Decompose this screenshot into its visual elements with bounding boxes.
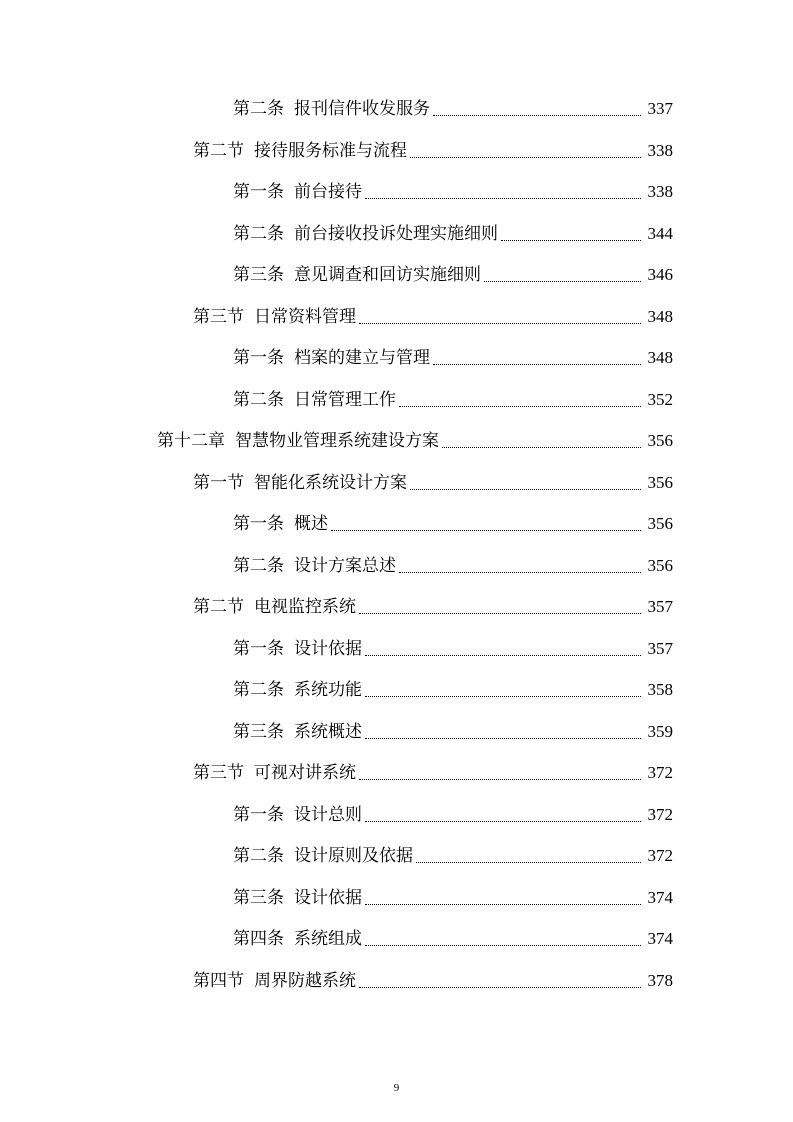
toc-entry-page: 356 xyxy=(647,473,673,492)
dot-leader xyxy=(365,177,641,207)
toc-entry-title: 可视对讲系统 xyxy=(254,763,356,783)
toc-entry-number: 第一条 xyxy=(233,639,284,659)
toc-entry-number: 第二条 xyxy=(233,680,284,700)
toc-entry-title: 设计依据 xyxy=(294,888,362,908)
toc-entry-page: 344 xyxy=(647,224,673,243)
dot-leader xyxy=(501,219,641,249)
dot-leader xyxy=(433,94,641,124)
toc-entry-number: 第二条 xyxy=(233,556,284,576)
toc-entry-page: 356 xyxy=(647,514,673,533)
toc-entry-number: 第四节 xyxy=(193,971,244,991)
toc-entry[interactable] xyxy=(0,758,673,788)
toc-entry[interactable] xyxy=(0,177,673,207)
toc-entry[interactable] xyxy=(0,551,673,581)
toc-entry-page: 346 xyxy=(647,265,673,284)
toc-entry[interactable] xyxy=(0,634,673,664)
toc-entry-title: 设计依据 xyxy=(294,639,362,659)
toc-entry[interactable] xyxy=(0,260,673,290)
toc-entry[interactable] xyxy=(0,675,673,705)
page-number: 9 xyxy=(393,1082,400,1094)
toc-entry-page: 374 xyxy=(647,888,673,907)
toc-entry-page: 337 xyxy=(647,99,673,118)
toc-entry-number: 第三节 xyxy=(193,763,244,783)
toc-entry-title: 意见调查和回访实施细则 xyxy=(294,265,481,285)
toc-entry[interactable] xyxy=(0,509,673,539)
toc-entry-page: 374 xyxy=(647,929,673,948)
toc-entry-title: 电视监控系统 xyxy=(254,597,356,617)
toc-entry[interactable] xyxy=(0,343,673,373)
toc-entry-title: 概述 xyxy=(294,514,328,534)
toc-entry-page: 338 xyxy=(647,182,673,201)
dot-leader xyxy=(416,841,641,871)
toc-entry[interactable] xyxy=(0,136,673,166)
dot-leader xyxy=(410,468,641,498)
toc-entry-number: 第二条 xyxy=(233,224,284,244)
toc-entry-number: 第三条 xyxy=(233,888,284,908)
toc-entry-page: 359 xyxy=(647,722,673,741)
toc-entry-number: 第一节 xyxy=(193,473,244,493)
toc-entry-number: 第一条 xyxy=(233,805,284,825)
toc-entry[interactable] xyxy=(0,966,673,996)
toc-entry-title: 日常管理工作 xyxy=(294,390,396,410)
dot-leader xyxy=(399,551,641,581)
toc-entry-page: 357 xyxy=(647,597,673,616)
toc-entry-title: 日常资料管理 xyxy=(254,307,356,327)
toc-entry-number: 第二条 xyxy=(233,390,284,410)
toc-entry-number: 第三条 xyxy=(233,265,284,285)
dot-leader xyxy=(365,634,641,664)
toc-entry-page: 357 xyxy=(647,639,673,658)
toc-entry-page: 356 xyxy=(647,556,673,575)
toc-entry-title: 设计总则 xyxy=(294,805,362,825)
toc-entry-title: 智能化系统设计方案 xyxy=(254,473,407,493)
toc-entry-page: 372 xyxy=(647,805,673,824)
dot-leader xyxy=(365,717,641,747)
toc-entry-page: 352 xyxy=(647,390,673,409)
toc-entry-page: 348 xyxy=(647,348,673,367)
toc-entry-title: 系统功能 xyxy=(294,680,362,700)
toc-entry-page: 358 xyxy=(647,680,673,699)
toc-entry-number: 第二节 xyxy=(193,597,244,617)
toc-entry-title: 系统组成 xyxy=(294,929,362,949)
toc-entry-number: 第一条 xyxy=(233,348,284,368)
dot-leader xyxy=(484,260,641,290)
toc-entry[interactable] xyxy=(0,924,673,954)
toc-entry[interactable] xyxy=(0,468,673,498)
toc-entry-page: 348 xyxy=(647,307,673,326)
toc-entry-page: 372 xyxy=(647,846,673,865)
dot-leader xyxy=(410,136,641,166)
toc-entry-number: 第十二章 xyxy=(157,431,225,451)
toc-entry-page: 338 xyxy=(647,141,673,160)
toc-entry[interactable] xyxy=(0,800,673,830)
dot-leader xyxy=(365,924,641,954)
dot-leader xyxy=(359,758,641,788)
toc-entry-title: 周界防越系统 xyxy=(254,971,356,991)
toc-entry[interactable] xyxy=(0,883,673,913)
toc-entry-title: 设计方案总述 xyxy=(294,556,396,576)
toc-entry-page: 372 xyxy=(647,763,673,782)
toc-entry-title: 档案的建立与管理 xyxy=(294,348,430,368)
toc-entry[interactable] xyxy=(0,717,673,747)
toc-entry-number: 第二条 xyxy=(233,846,284,866)
dot-leader xyxy=(399,385,641,415)
toc-entry-page: 378 xyxy=(647,971,673,990)
toc-entry-title: 智慧物业管理系统建设方案 xyxy=(235,431,439,451)
toc-entry-title: 设计原则及依据 xyxy=(294,846,413,866)
toc-entry-title: 接待服务标准与流程 xyxy=(254,141,407,161)
toc-entry-number: 第四条 xyxy=(233,929,284,949)
toc-entry-title: 前台接待 xyxy=(294,182,362,202)
dot-leader xyxy=(365,883,641,913)
dot-leader xyxy=(442,426,641,456)
toc-entry[interactable] xyxy=(0,94,673,124)
toc-entry[interactable] xyxy=(0,426,673,456)
toc-entry[interactable] xyxy=(0,219,673,249)
dot-leader xyxy=(359,592,641,622)
toc-entry-number: 第二节 xyxy=(193,141,244,161)
toc-entry-number: 第一条 xyxy=(233,514,284,534)
toc-entry[interactable] xyxy=(0,385,673,415)
dot-leader xyxy=(365,675,641,705)
toc-entry-title: 前台接收投诉处理实施细则 xyxy=(294,224,498,244)
dot-leader xyxy=(433,343,641,373)
toc-entry[interactable] xyxy=(0,841,673,871)
toc-entry-title: 报刊信件收发服务 xyxy=(294,99,430,119)
toc-entry-number: 第三节 xyxy=(193,307,244,327)
toc-entry-title: 系统概述 xyxy=(294,722,362,742)
toc-entry[interactable] xyxy=(0,302,673,332)
toc-entry[interactable] xyxy=(0,592,673,622)
toc-entry-number: 第三条 xyxy=(233,722,284,742)
dot-leader xyxy=(359,966,641,996)
dot-leader xyxy=(359,302,641,332)
toc-entry-number: 第一条 xyxy=(233,182,284,202)
toc-entry-page: 356 xyxy=(647,431,673,450)
dot-leader xyxy=(331,509,641,539)
toc-entry-number: 第二条 xyxy=(233,99,284,119)
dot-leader xyxy=(365,800,641,830)
